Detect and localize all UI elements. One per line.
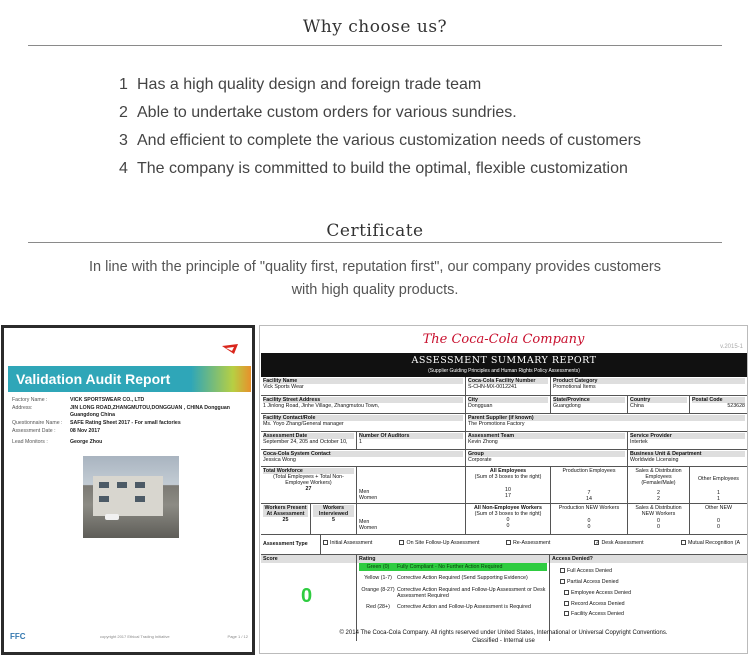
cell-value: Vick Sports Wear [263,384,304,390]
field-row [12,439,250,446]
report-subtitle: (Supplier Guiding Principles and Human Rights Policy Assessments) [428,368,580,374]
cell-label: Parent Supplier (if known) [468,415,745,421]
table-cell [551,396,628,413]
report-title: ASSESSMENT SUMMARY REPORT [411,355,597,366]
cell-label: Facility Contact/Role [263,415,463,421]
table-cell [628,450,747,466]
classification-text: Classified - Internal use [472,638,535,644]
cell-value: 1 Jinlong Road, Jinhe Village, Zhangmutou Town, [263,403,380,409]
cell-label: Group [468,451,625,457]
assessment-summary-image [259,325,748,654]
coca-cola-logo: The Coca-Cola Company [422,332,585,347]
cell-value: Promotional Items [553,384,596,390]
cell-value: Guangdong [553,403,581,409]
table-cell [261,377,466,395]
cell-label: Facility Name [263,378,463,384]
cell-value: 0 [657,518,660,524]
access-option-label: Full Access Denied [567,568,613,574]
cell-value: Corporate [468,457,492,463]
certificate-divider [28,242,722,243]
table-row [261,504,747,535]
rating-desc: Fully Compliant - No Further Action Required [397,564,503,570]
score-value: 0 [301,585,313,607]
access-option-label: Facility Access Denied [571,611,624,617]
cell-label: Other NEW [704,505,733,511]
access-option [564,611,747,617]
certificate-intro-line: In line with the principle of "quality first, reputation first", our company provides customers [88,259,662,275]
field-row [12,405,250,419]
field-value: SAFE Rating Sheet 2017 - For small factories [70,420,181,426]
cell-value: 2 [657,490,660,496]
cell-value: Dongguan [468,403,493,409]
validation-fields [12,397,250,447]
table-cell [466,414,747,431]
cell-value: 0 [717,524,720,530]
cell-value: China [630,403,644,409]
cell-subtext: (Sum of 3 boxes to the right) [474,474,542,480]
car [105,514,119,520]
checkbox-icon [560,568,565,573]
table-row [261,377,747,396]
cell-subtext: (Sum of 3 boxes to the right) [474,511,542,517]
why-item-text: Able to undertake custom orders for various sundries. [137,104,517,121]
factory-window [135,496,145,502]
checkbox-icon [564,590,569,595]
table-cell [628,432,747,449]
type-option [594,540,679,546]
summary-footer [260,629,747,645]
type-option [506,540,593,546]
why-list [119,76,641,188]
cell-value: 523628 [727,403,745,409]
access-option [564,601,747,607]
table-row [261,535,747,555]
type-option-label: Desk Assessment [601,540,644,546]
table-cell [690,504,747,534]
field-value: 08 Nov 2017 [70,428,100,434]
certificate-intro [30,256,720,302]
cell-value: 1 [717,490,720,496]
cell-value: 1 [717,496,720,502]
cell-label: Number Of Auditors [359,433,463,439]
cell-value: 0 [717,518,720,524]
cell-value: Worldwide Licensing [630,457,679,463]
access-option [560,579,747,585]
men-label: Men [359,489,370,495]
cell-label: Coca-Cola Facility Number [468,378,548,384]
cell-label: Facility Street Address [263,397,463,403]
checkbox-icon [560,579,565,584]
cell-label: Production Employees [562,468,616,474]
table-cell [551,467,628,503]
cell-value: 25 [282,517,289,523]
women-label: Women [359,525,378,531]
cell-value: 0 [506,517,510,523]
rating-row-green [359,563,547,571]
cell-value: 27 [305,486,312,492]
type-option-label: Mutual Recognition (A [687,540,741,546]
checkbox-icon [323,540,328,545]
table-cell [551,377,747,395]
checkbox-icon [564,601,569,606]
table-cell [261,414,466,431]
cell-value: Jessica Wong [263,457,296,463]
validation-footer [10,634,250,644]
cell-value: 14 [586,496,592,502]
access-option [560,568,747,574]
access-option-label: Record Access Denied [571,601,625,607]
cell-label: City [468,397,548,403]
field-value: George Zhou [70,439,103,445]
factory-window [117,482,127,488]
cell-value: 0 [587,518,591,524]
cell-value: 17 [505,493,511,499]
checkbox-icon [681,540,686,545]
rating-row-orange [359,587,547,599]
cell-label: Other Employees [698,476,739,482]
table-cell [466,396,551,413]
cell-label: Assessment Team [468,433,625,439]
field-key: Address: [12,405,33,411]
why-item-text: The company is committed to build the optimal, flexible customization [137,160,628,177]
rating-desc: Corrective Action Required (Send Supporting Evidence) [397,575,528,581]
banner-gradient [191,366,251,392]
cell-value: Intertek [630,439,648,445]
why-item-text: And efficient to complete the various customization needs of customers [137,132,641,149]
checkbox-checked-icon: ✓ [595,540,600,547]
cell-value: 0 [506,523,510,529]
rating-level: Green (0) [366,564,390,570]
type-option-label: Re-Assessment [512,540,551,546]
field-row [12,428,250,435]
type-option [323,540,398,546]
field-row [12,397,250,404]
cell-value: S-CHN-MX-0012241 [468,384,517,390]
table-cell [261,467,357,503]
cell-label: Workers Present At Assessment [264,505,307,517]
factory-window [99,496,109,502]
table-cell [261,504,311,534]
why-item-number: 3 [119,132,128,149]
table-cell [551,504,628,534]
table-cell [311,504,357,534]
cell-value: 1 [359,439,362,445]
ffc-logo: FFC [10,632,26,641]
version-label: v.2015-1 [720,344,743,350]
cell-label: Postal Code [692,397,745,403]
table-cell [690,396,747,413]
cell-label: Service Provider [630,433,745,439]
table-row [261,432,747,450]
why-item-text: Has a high quality design and foreign trade team [137,76,482,93]
validation-audit-report-image [1,325,255,655]
factory-window [135,482,145,488]
table-cell [466,432,628,449]
table-cell [690,467,747,503]
cell-label: Product Category [553,378,745,384]
rating-row-yellow [359,575,547,581]
validation-banner-title: Validation Audit Report [16,371,171,387]
cell-value: 0 [657,524,660,530]
why-item [119,132,641,160]
report-header [261,353,747,377]
why-item-number: 1 [119,76,128,93]
flag-icon [220,342,240,356]
summary-table [261,377,747,641]
table-cell [628,396,690,413]
rating-level: Orange (8-27) [361,587,395,593]
why-item [119,160,641,188]
table-cell [628,504,690,534]
field-value: JIN LONG ROAD,ZHANGMUTOU,DONGGUAN , CHINA Dongguan Guangdong China [70,405,230,418]
type-option-label: Initial Assessment [330,540,373,546]
cell-subtext: (Total Employees + Total Non-Employee Workers) [273,474,344,486]
cell-label: Production NEW Workers [558,505,620,511]
why-item [119,76,641,104]
table-cell [466,377,551,395]
table-cell [357,467,466,503]
cell-label: Coca-Cola System Contact [263,451,463,457]
checkbox-icon [506,540,511,545]
cell-value: 7 [587,490,591,496]
rating-label: Rating [357,555,549,563]
cell-label: Workers Interviewed [313,505,354,517]
cell-value: Kevin Zhong [468,439,498,445]
table-cell [466,450,628,466]
certificate-intro-line: with high quality products. [291,282,459,298]
field-key: Questionnaire Name : [12,420,63,426]
rating-level: Yellow (1-7) [364,575,392,581]
cell-label: Sales & Distribution Employees (Female/Male) [635,468,682,486]
factory-window [99,482,109,488]
cell-label: Total Workforce [263,468,354,474]
cell-value: The Promotions Factory [468,421,525,427]
field-row [12,420,250,427]
women-label: Women [359,495,378,501]
copyright-text: © 2014 The Coca-Cola Company. All rights reserved under United States, International or Universal Copyright Conventions. [339,630,668,636]
rating-level: Red (28+) [366,604,390,610]
cell-value: 0 [587,524,591,530]
type-option [399,540,504,546]
factory-photo [83,456,179,538]
why-choose-us-title: Why choose us? [302,17,448,37]
certificate-title: Certificate [326,221,424,241]
cell-value: 5 [332,517,335,523]
footer-page: Page 1 / 12 [227,634,248,639]
table-row [261,396,747,414]
table-cell [357,504,466,534]
rating-row-red [359,604,547,610]
why-item-number: 4 [119,160,128,177]
access-option [564,590,747,596]
checkbox-icon [564,611,569,616]
access-label: Access Denied? [550,555,747,563]
cell-value: 10 [505,487,511,493]
cell-label: All Employees [489,468,527,474]
table-cell [357,432,466,449]
checkbox-icon [399,540,404,545]
type-option-label: On Site Follow-Up Assessment [406,540,480,546]
cell-label: Country [630,397,687,403]
table-cell [261,396,466,413]
cell-label: All Non-Employee Workers [474,505,542,511]
field-key: Lead Monitors : [12,439,48,445]
cell-label: Sales & Distribution NEW Workers [635,505,682,517]
cell-label: State/Province [553,397,625,403]
score-label: Score [261,555,356,563]
validation-banner [8,366,251,392]
field-key: Assessment Date : [12,428,56,434]
cell-label: Assessment Type [263,541,308,547]
table-cell [261,432,357,449]
table-row [261,414,747,432]
why-item [119,104,641,132]
table-cell [321,535,747,554]
cell-value: 2 [657,496,660,502]
men-label: Men [359,519,370,525]
cell-label: Assessment Date [263,433,354,439]
table-cell [466,467,551,503]
table-row [261,467,747,504]
why-item-number: 2 [119,104,128,121]
cell-value: September 24, 205 and October 10, [263,439,348,445]
type-option [681,540,740,546]
table-cell [466,504,551,534]
cell-label: Business Unit & Department [630,451,745,457]
access-option-label: Partial Access Denied [567,579,619,585]
field-key: Factory Name : [12,397,48,403]
rating-desc: Corrective Action and Follow-Up Assessment is Required [397,604,531,610]
table-row [261,450,747,467]
footer-copyright: copyright 2017 Ethical Trading Initiative [100,634,170,639]
why-divider [28,45,722,46]
table-cell [628,467,690,503]
table-cell [261,535,321,554]
rating-desc: Corrective Action Required and Follow-Up Assessment or Desk Assessment Required [397,587,546,599]
field-value: VICK SPORTSWEAR CO., LTD [70,397,145,403]
table-cell [261,450,466,466]
access-option-label: Employee Access Denied [571,590,632,596]
cell-value: Ms. Yoyo Zhang/General manager [263,421,344,427]
